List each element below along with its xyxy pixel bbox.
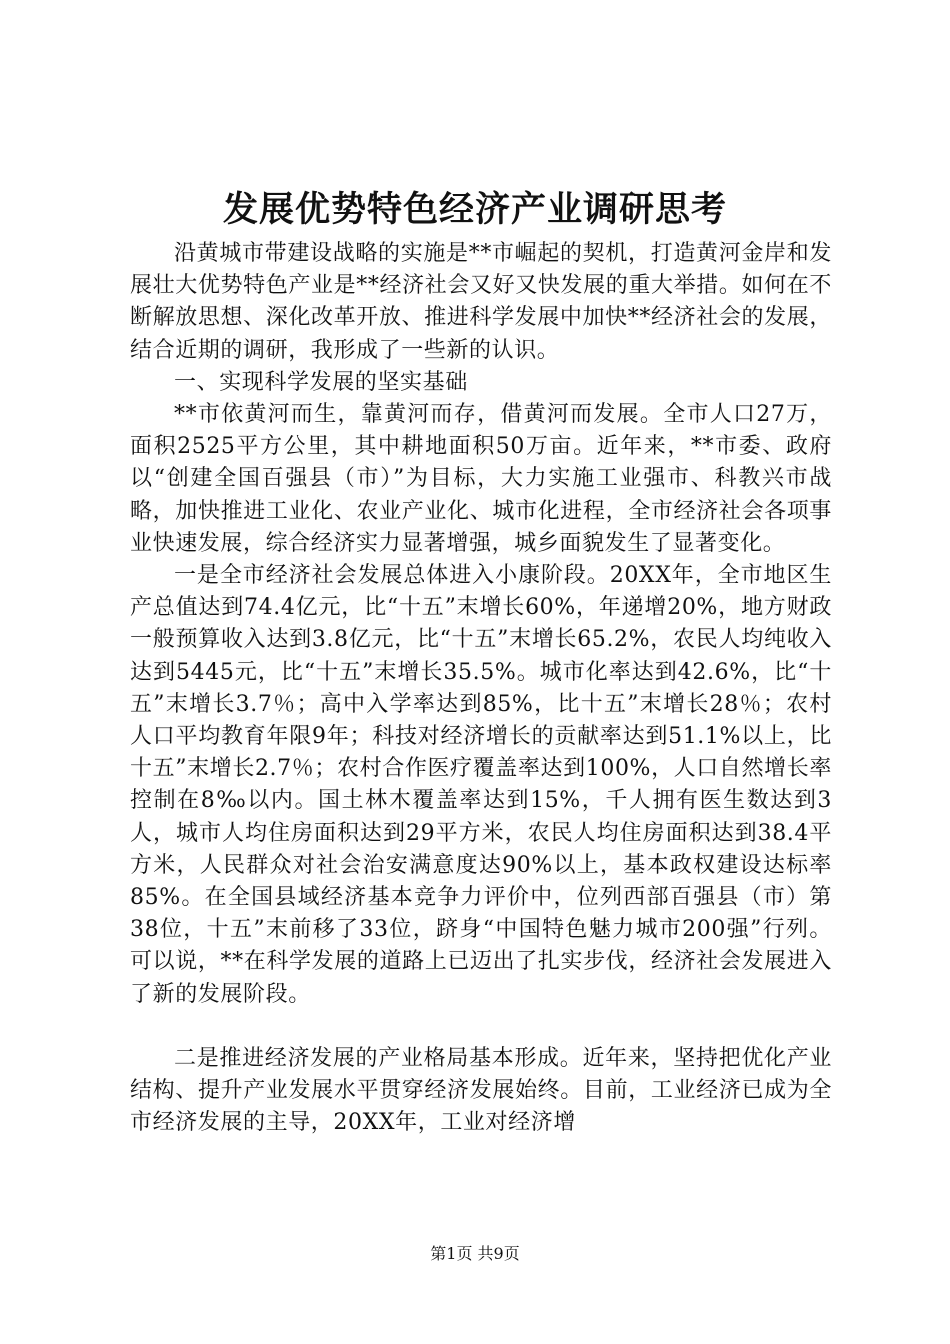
paragraph-overview: **市依黄河而生，靠黄河而存，借黄河而发展。全市人口27万，面积2525平方公里，其中耕地面积50万亩。近年来，**市委、政府以“创建全国百强县（市）”为目标，大力实施工业强市、科教兴市战略，加快推进工业化、农业产业化、城市化进程，全市经济社会各项事业快速发展，综合经济实力显著增强，城乡面貌发生了显著变化。 bbox=[130, 402, 832, 556]
section-heading: 一、实现科学发展的坚实基础 bbox=[174, 369, 468, 395]
paragraph-point-one: 一是全市经济社会发展总体进入小康阶段。20XX年，全市地区生产总值达到74.4亿元，比“十五”末增长60%，年递增20%，地方财政一般预算收入达到3.8亿元，比“十五”末增长65.2%，农民人均纯收入达到5445元，比“十五”末增长35.5%。城市化率达到42.6%，比“十五”末增长3.7％；高中入学率达到85%，比十五”末增长28％；农村人口平均教育年限9年；科技对经济增长的贡献率达到51.1%以上，比十五”末增长2.7％；农村合作医疗覆盖率达到100%，人口自然增长率控制在8‰以内。国土林木覆盖率达到15%，千人拥有医生数达到3人，城市人均住房面积达到29平方米，农民人均住房面积达到38.4平方米，人民群众对社会治安满意度达90%以上，基本政权建设达标率85%。在全国县域经济基本竞争力评价中，位列西部百强县（市）第38位，十五”末前移了33位，跻身“中国特色魅力城市200强”行列。可以说，**在科学发展的道路上已迈出了扎实步伐，经济社会发展进入了新的发展阶段。 bbox=[130, 563, 832, 1007]
document-title: 发展优势特色经济产业调研思考 bbox=[222, 189, 727, 230]
document-body bbox=[130, 238, 832, 1139]
page-number: 第1页 共9页 bbox=[430, 1244, 520, 1263]
paragraph-point-two: 二是推进经济发展的产业格局基本形成。近年来，坚持把优化产业结构、提升产业发展水平贯穿经济发展始终。目前，工业经济已成为全市经济发展的主导，20XX年，工业对经济增 bbox=[130, 1045, 832, 1136]
paragraph-intro: 沿黄城市带建设战略的实施是**市崛起的契机，打造黄河金岸和发展壮大优势特色产业是**经济社会又好又快发展的重大举措。如何在不断解放思想、深化改革开放、推进科学发展中加快**经济社会的发展，结合近期的调研，我形成了一些新的认识。 bbox=[130, 241, 832, 363]
